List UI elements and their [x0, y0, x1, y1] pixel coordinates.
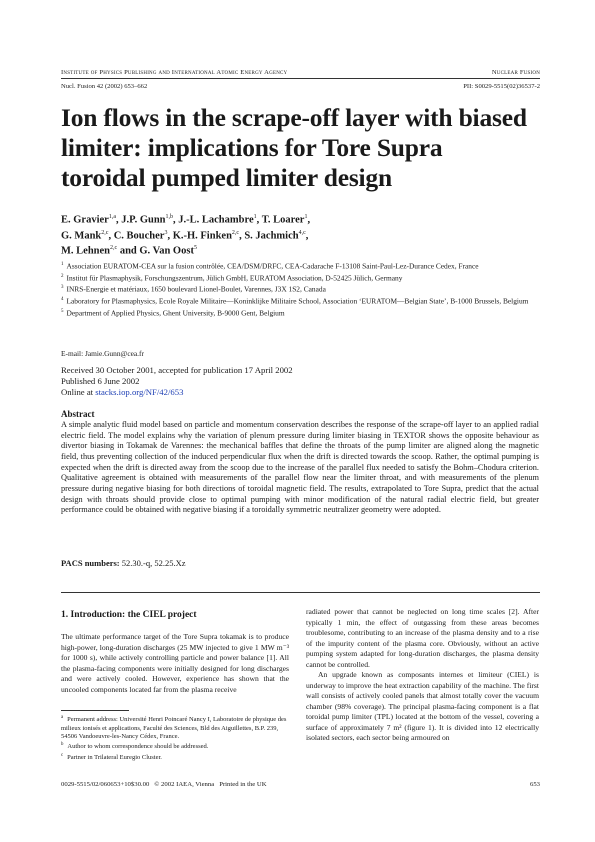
published-date: Published 6 June 2002 — [61, 376, 140, 386]
paragraph: The ultimate performance target of the Tore Supra tokamak is to produce high-power, long-duration discharges (25 MW injected to give 1 MW m⁻³ for 1000 s), while actively controlling particle and power balance [1]. All the plasma-facing components were initially designed for long discharges and were actively cooled. However, experience has shown that the uncooled components located far from the plasma receive — [61, 632, 289, 694]
author-name: E. Gravier — [61, 214, 109, 226]
author-separator: , — [116, 214, 122, 226]
pacs-value: 52.30.-q, 52.25.Xz — [121, 558, 186, 568]
online-line — [61, 387, 293, 398]
section-heading: 1. Introduction: the CIEL project — [61, 610, 197, 620]
footnote-text: Permanent address: Université Henri Poincaré Nancy I, Laboratoire de physique des milieux ionisés et applications, Faculté des Sciences, Bld des Aiguillettes, B.P. 239, 54506 Vandoeuvre-les-Nancy Cédex, France. — [61, 716, 287, 740]
author-separator: and — [117, 245, 140, 257]
author-separator: , — [307, 214, 311, 226]
affiliation-number: 2 — [61, 273, 64, 279]
author-name: S. Jachmich — [244, 230, 299, 241]
footnote-mark: a — [61, 715, 64, 720]
footnote — [61, 741, 289, 752]
affiliation-text: Association EURATOM-CEA sur la fusion contrôlée, CEA/DSM/DRFC, CEA-Cadarache F-13108 Saint-Paul-Lez-Durance Cedex, France — [66, 261, 479, 271]
author-list — [61, 211, 531, 258]
affiliation-text: Department of Applied Physics, Ghent University, B-9000 Gent, Belgium — [66, 308, 285, 318]
footnote — [61, 714, 289, 741]
author-name: J.-L. Lachambre — [178, 214, 254, 226]
header-divider — [61, 78, 540, 79]
section-divider — [61, 592, 540, 593]
author-affiliation-mark: 2,c — [101, 229, 109, 236]
footnote — [61, 752, 289, 763]
author-separator: , — [173, 214, 179, 226]
pacs-label: PACS numbers: — [61, 558, 120, 568]
author-affiliation-mark: 1,b — [165, 214, 174, 220]
footnote-text: Author to whom correspondence should be addressed. — [67, 743, 209, 751]
author-name: T. Loarer — [261, 214, 305, 226]
affiliation — [61, 283, 531, 295]
affiliation-number: 1 — [61, 262, 64, 267]
affiliation-text: INRS-Energie et matériaux, 1650 boulevard Lionel-Boulet, Varennes, J3X 1S2, Canada — [66, 284, 326, 294]
affiliation — [61, 307, 531, 319]
author-name: C. Boucher — [113, 230, 165, 241]
abstract-heading: Abstract — [61, 409, 95, 419]
author-separator: , — [239, 230, 245, 241]
affiliation-text: Laboratory for Plasmaphysics, Ecole Royale Militaire—Koninklijke Militaire School, Association ‘EURATOM—Belgian State’, B-1000 Brussels, Belgium — [66, 296, 529, 306]
author-affiliation-mark: 4,c — [298, 229, 306, 236]
footnote-divider — [61, 710, 129, 711]
affiliation-number: 4 — [61, 297, 64, 303]
author-affiliation-mark: 2,c — [110, 245, 118, 251]
journal-name: Nuclear Fusion — [491, 69, 540, 76]
pacs-numbers — [61, 558, 186, 568]
author-name: M. Lehnen — [61, 245, 111, 257]
author-affiliation-mark: 5 — [193, 245, 197, 251]
author-name: G. Mank — [61, 230, 102, 241]
copyright-line: 0029-5515/02/060653+10$30.00 © 2002 IAEA, Vienna Printed in the UK — [61, 781, 267, 788]
affiliation — [61, 260, 531, 272]
author-separator: , — [108, 230, 114, 241]
right-column-text — [306, 607, 539, 744]
online-link[interactable]: stacks.iop.org/NF/42/653 — [95, 387, 184, 397]
paragraph: An upgrade known as composants internes et limiteur (CIEL) is underway to improve the heat extraction capability of the machine. The first wall consists of actively cooled panels that almost totally cover the vacuum chamber (98% coverage). The principal plasma-facing component is a flat toroidal pump limiter (TPL) located at the bottom of the vessel, covering a surface of approximately 7 m² (figure 1). It is divided into 12 electrically isolated sectors, each sector being armoured on — [306, 670, 539, 742]
pii: PII: S0029-5515(02)36537-2 — [463, 83, 540, 90]
footnotes — [61, 714, 289, 763]
citation: Nucl. Fusion 42 (2002) 653–662 — [61, 83, 148, 90]
publication-dates — [61, 365, 293, 398]
author-separator: , — [305, 230, 309, 241]
abstract-text: A simple analytic fluid model based on particle and momentum conservation describes the response of the scrape-off layer to an applied radial electric field. The model explains why the variation of plenum pressure during limiter biasing in TEXTOR shows the opposite behaviour as divertor biasing in Tokamak de Varennes: the mechanical baffles that define the throats of the pump limiter are aligned along the magnetic field, thus preventing collection of the induced perpendicular flux when the drift is directed towards the scoop. Rather, the optimal pumping is expected when the drift is directed away from the scoop due to the increase of the parallel flux needed to satisfy the Bohm–Chodura criterion. Qualitative agreement is obtained with measurements of the parallel flow near the limiter throat, and with measurements of the plenum pressure during negative biasing for both directions of toroidal magnetic field. The results, extrapolated to Tore Supra, predict that the actual design with throats should provide close to optimal pumping with minor modification of the natural radial electric field, but greater performance could be obtained with negative biasing if a toroidally symmetric neutralizer geometry were adopted. — [61, 420, 539, 515]
author-name: K.-H. Finken — [172, 230, 232, 241]
paragraph: radiated power that cannot be neglected on long time scales [2]. After typically 1 min, the effect of outgassing from these areas becomes troublesome, contributing to an increase of the plasma density and to a rise of the impurity content of the plasma core. Obviously, without an active pumping system adapted for long-duration discharges, the plasma density cannot be controlled. — [306, 607, 539, 669]
footnote-text: Partner in Trilateral Euregio Cluster. — [67, 754, 162, 762]
page-number: 653 — [529, 781, 540, 788]
paper-title: Ion flows in the scrape-off layer with biased limiter: implications for Tore Supra toroidal pumped limiter design — [61, 103, 527, 192]
affiliation-text: Institut für Plasmaphysik, Forschungszentrum, Jülich GmbH, EURATOM Association, D-52425 Jülich, Germany — [66, 273, 403, 283]
affiliation-list — [61, 260, 531, 318]
affiliation — [61, 295, 531, 307]
author-affiliation-mark: 1,a — [108, 214, 116, 220]
author-affiliation-mark: 1 — [304, 214, 308, 220]
author-affiliation-mark: 3 — [164, 229, 168, 236]
author-separator: , — [167, 230, 173, 241]
affiliation — [61, 272, 531, 284]
author-separator: , — [256, 214, 262, 226]
author-name: G. Van Oost — [139, 245, 194, 257]
affiliation-number: 3 — [61, 285, 64, 291]
author-affiliation-mark: 1 — [253, 214, 257, 220]
author-name: J.P. Gunn — [121, 214, 166, 226]
footnote-mark: c — [61, 752, 64, 758]
online-prefix: Online at — [61, 387, 96, 397]
received-date: Received 30 October 2001, accepted for publication 17 April 2002 — [61, 365, 293, 375]
author-affiliation-mark: 2,c — [231, 229, 240, 236]
affiliation-number: 5 — [61, 308, 64, 314]
footnote-mark: b — [61, 742, 64, 748]
contact-email: E-mail: Jamie.Gunn@cea.fr — [61, 349, 144, 358]
left-column-text — [61, 632, 289, 695]
journal-publisher-line: Institute of Physics Publishing and International Atomic Energy Agency — [61, 69, 288, 76]
